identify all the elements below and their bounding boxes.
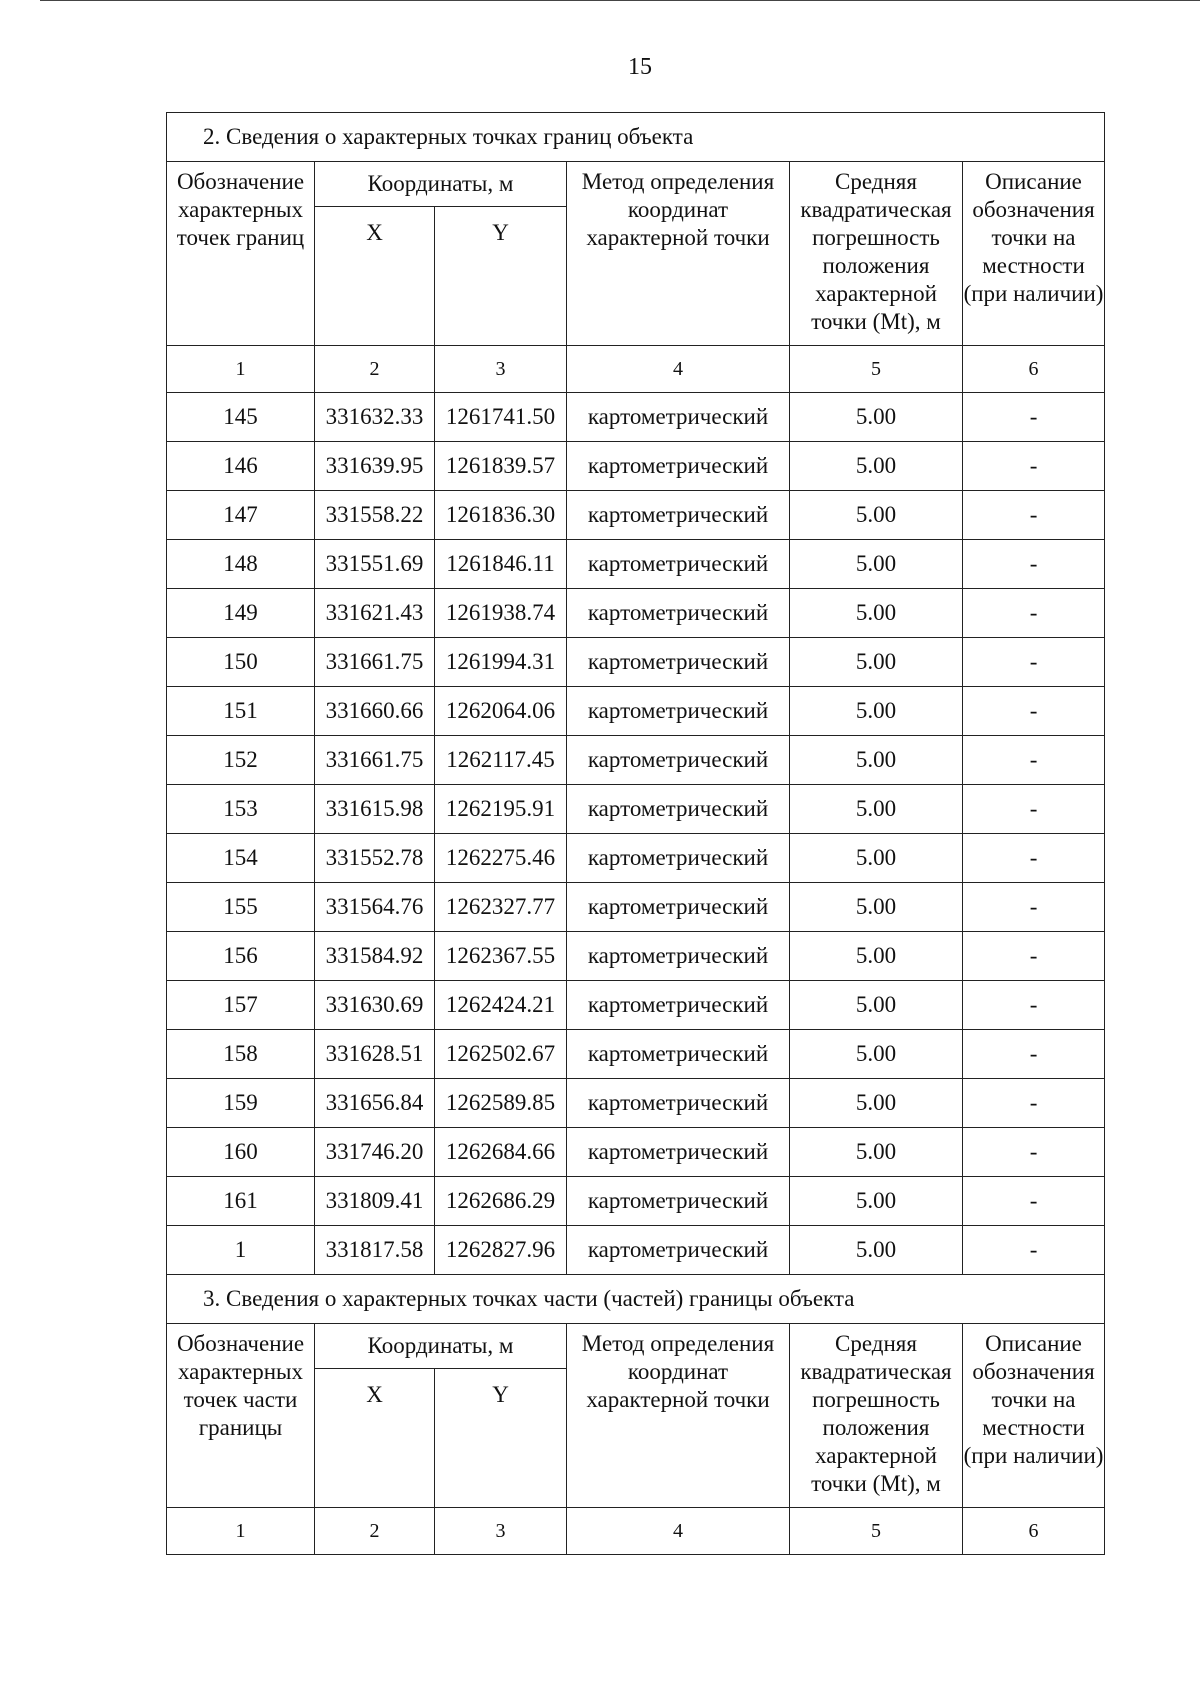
- table-row: [167, 736, 1105, 785]
- point-number: 150: [167, 638, 315, 687]
- description-cell: -: [963, 932, 1105, 981]
- column-number: 2: [315, 1508, 435, 1555]
- section2-header-row: [167, 162, 1105, 207]
- point-number: 157: [167, 981, 315, 1030]
- error-cell: 5.00: [790, 736, 963, 785]
- point-number: 160: [167, 1128, 315, 1177]
- coordinate-y: 1261741.50: [435, 393, 567, 442]
- coordinate-x: 331660.66: [315, 687, 435, 736]
- error-cell: 5.00: [790, 785, 963, 834]
- header-designation: Обозначение характерных точек границ: [167, 162, 315, 346]
- header-designation: Обозначение характерных точек части границы: [167, 1324, 315, 1508]
- coordinate-x: 331817.58: [315, 1226, 435, 1275]
- coordinate-x: 331551.69: [315, 540, 435, 589]
- coordinate-x: 331628.51: [315, 1030, 435, 1079]
- method-cell: картометрический: [567, 932, 790, 981]
- coordinate-y: 1261839.57: [435, 442, 567, 491]
- header-x: X: [315, 1369, 435, 1508]
- coordinate-x: 331809.41: [315, 1177, 435, 1226]
- method-cell: картометрический: [567, 785, 790, 834]
- column-number: 5: [790, 1508, 963, 1555]
- coordinate-x: 331564.76: [315, 883, 435, 932]
- coordinate-y: 1262684.66: [435, 1128, 567, 1177]
- table-row: [167, 442, 1105, 491]
- header-y: Y: [435, 207, 567, 346]
- coordinate-y: 1261938.74: [435, 589, 567, 638]
- coordinate-y: 1262367.55: [435, 932, 567, 981]
- error-cell: 5.00: [790, 442, 963, 491]
- table-row: [167, 1128, 1105, 1177]
- coordinate-x: 331615.98: [315, 785, 435, 834]
- point-number: 158: [167, 1030, 315, 1079]
- method-cell: картометрический: [567, 638, 790, 687]
- description-cell: -: [963, 785, 1105, 834]
- column-number: 6: [963, 1508, 1105, 1555]
- description-cell: -: [963, 981, 1105, 1030]
- header-coordinates: Координаты, м: [315, 1324, 567, 1369]
- description-cell: -: [963, 540, 1105, 589]
- point-number: 145: [167, 393, 315, 442]
- section2-title: 2. Сведения о характерных точках границ объекта: [167, 113, 1105, 162]
- coordinate-y: 1262686.29: [435, 1177, 567, 1226]
- error-cell: 5.00: [790, 883, 963, 932]
- error-cell: 5.00: [790, 491, 963, 540]
- coordinate-y: 1262827.96: [435, 1226, 567, 1275]
- coordinate-y: 1262502.67: [435, 1030, 567, 1079]
- table-row: [167, 932, 1105, 981]
- header-error: Средняя квадратическая погрешность положения характерной точки (Mt), м: [790, 162, 963, 346]
- description-cell: -: [963, 1177, 1105, 1226]
- header-method: Метод определения координат характерной точки: [567, 162, 790, 346]
- header-y: Y: [435, 1369, 567, 1508]
- coordinate-x: 331621.43: [315, 589, 435, 638]
- column-number: 1: [167, 346, 315, 393]
- section2-column-numbers: [167, 346, 1105, 393]
- description-cell: -: [963, 687, 1105, 736]
- point-number: 151: [167, 687, 315, 736]
- table-row: [167, 393, 1105, 442]
- point-number: 154: [167, 834, 315, 883]
- points-table: [166, 112, 1105, 1555]
- method-cell: картометрический: [567, 540, 790, 589]
- column-number: 5: [790, 346, 963, 393]
- point-number: 149: [167, 589, 315, 638]
- coordinate-x: 331639.95: [315, 442, 435, 491]
- coordinate-y: 1261994.31: [435, 638, 567, 687]
- error-cell: 5.00: [790, 638, 963, 687]
- section3-header-row: [167, 1324, 1105, 1369]
- description-cell: -: [963, 1128, 1105, 1177]
- table-row: [167, 1079, 1105, 1128]
- description-cell: -: [963, 589, 1105, 638]
- error-cell: 5.00: [790, 1226, 963, 1275]
- method-cell: картометрический: [567, 1079, 790, 1128]
- method-cell: картометрический: [567, 491, 790, 540]
- column-number: 3: [435, 346, 567, 393]
- description-cell: -: [963, 1079, 1105, 1128]
- error-cell: 5.00: [790, 393, 963, 442]
- coordinate-y: 1261846.11: [435, 540, 567, 589]
- method-cell: картометрический: [567, 1128, 790, 1177]
- method-cell: картометрический: [567, 687, 790, 736]
- section3-title-row: [167, 1275, 1105, 1324]
- error-cell: 5.00: [790, 1177, 963, 1226]
- error-cell: 5.00: [790, 540, 963, 589]
- coordinate-x: 331661.75: [315, 638, 435, 687]
- method-cell: картометрический: [567, 393, 790, 442]
- table-row: [167, 638, 1105, 687]
- method-cell: картометрический: [567, 1226, 790, 1275]
- table-row: [167, 687, 1105, 736]
- method-cell: картометрический: [567, 442, 790, 491]
- error-cell: 5.00: [790, 834, 963, 883]
- error-cell: 5.00: [790, 1030, 963, 1079]
- column-number: 4: [567, 346, 790, 393]
- table-row: [167, 1226, 1105, 1275]
- coordinate-y: 1262117.45: [435, 736, 567, 785]
- description-cell: -: [963, 1030, 1105, 1079]
- point-number: 155: [167, 883, 315, 932]
- error-cell: 5.00: [790, 932, 963, 981]
- section3-title: 3. Сведения о характерных точках части (частей) границы объекта: [167, 1275, 1105, 1324]
- header-description: Описание обозначения точки на местности (при наличии): [963, 162, 1105, 346]
- point-number: 146: [167, 442, 315, 491]
- point-number: 152: [167, 736, 315, 785]
- coordinate-y: 1262064.06: [435, 687, 567, 736]
- column-number: 1: [167, 1508, 315, 1555]
- page-top-edge: [40, 0, 1200, 1]
- method-cell: картометрический: [567, 981, 790, 1030]
- method-cell: картометрический: [567, 883, 790, 932]
- coordinate-y: 1261836.30: [435, 491, 567, 540]
- error-cell: 5.00: [790, 981, 963, 1030]
- coordinate-x: 331558.22: [315, 491, 435, 540]
- point-number: 1: [167, 1226, 315, 1275]
- coordinate-x: 331584.92: [315, 932, 435, 981]
- header-coordinates: Координаты, м: [315, 162, 567, 207]
- header-description: Описание обозначения точки на местности (при наличии): [963, 1324, 1105, 1508]
- description-cell: -: [963, 638, 1105, 687]
- error-cell: 5.00: [790, 1128, 963, 1177]
- table-row: [167, 883, 1105, 932]
- coordinate-y: 1262424.21: [435, 981, 567, 1030]
- coordinate-x: 331656.84: [315, 1079, 435, 1128]
- point-number: 147: [167, 491, 315, 540]
- coordinate-y: 1262275.46: [435, 834, 567, 883]
- method-cell: картометрический: [567, 736, 790, 785]
- section3-column-numbers: [167, 1508, 1105, 1555]
- table-row: [167, 1177, 1105, 1226]
- coordinate-y: 1262327.77: [435, 883, 567, 932]
- table-row: [167, 981, 1105, 1030]
- table-row: [167, 1030, 1105, 1079]
- description-cell: -: [963, 736, 1105, 785]
- column-number: 2: [315, 346, 435, 393]
- coordinate-y: 1262195.91: [435, 785, 567, 834]
- point-number: 159: [167, 1079, 315, 1128]
- table-row: [167, 589, 1105, 638]
- point-number: 153: [167, 785, 315, 834]
- description-cell: -: [963, 393, 1105, 442]
- description-cell: -: [963, 1226, 1105, 1275]
- error-cell: 5.00: [790, 687, 963, 736]
- description-cell: -: [963, 491, 1105, 540]
- point-number: 148: [167, 540, 315, 589]
- table-row: [167, 834, 1105, 883]
- coordinate-y: 1262589.85: [435, 1079, 567, 1128]
- table-row: [167, 785, 1105, 834]
- header-x: X: [315, 207, 435, 346]
- coordinate-x: 331552.78: [315, 834, 435, 883]
- coordinate-x: 331632.33: [315, 393, 435, 442]
- coordinate-x: 331661.75: [315, 736, 435, 785]
- error-cell: 5.00: [790, 1079, 963, 1128]
- column-number: 4: [567, 1508, 790, 1555]
- method-cell: картометрический: [567, 834, 790, 883]
- section2-title-row: [167, 113, 1105, 162]
- error-cell: 5.00: [790, 589, 963, 638]
- method-cell: картометрический: [567, 589, 790, 638]
- description-cell: -: [963, 442, 1105, 491]
- table-row: [167, 540, 1105, 589]
- point-number: 161: [167, 1177, 315, 1226]
- method-cell: картометрический: [567, 1177, 790, 1226]
- description-cell: -: [963, 834, 1105, 883]
- coordinate-x: 331746.20: [315, 1128, 435, 1177]
- method-cell: картометрический: [567, 1030, 790, 1079]
- table-row: [167, 491, 1105, 540]
- coordinate-x: 331630.69: [315, 981, 435, 1030]
- header-method: Метод определения координат характерной точки: [567, 1324, 790, 1508]
- header-error: Средняя квадратическая погрешность положения характерной точки (Mt), м: [790, 1324, 963, 1508]
- column-number: 6: [963, 346, 1105, 393]
- description-cell: -: [963, 883, 1105, 932]
- point-number: 156: [167, 932, 315, 981]
- page-number: 15: [628, 54, 652, 80]
- column-number: 3: [435, 1508, 567, 1555]
